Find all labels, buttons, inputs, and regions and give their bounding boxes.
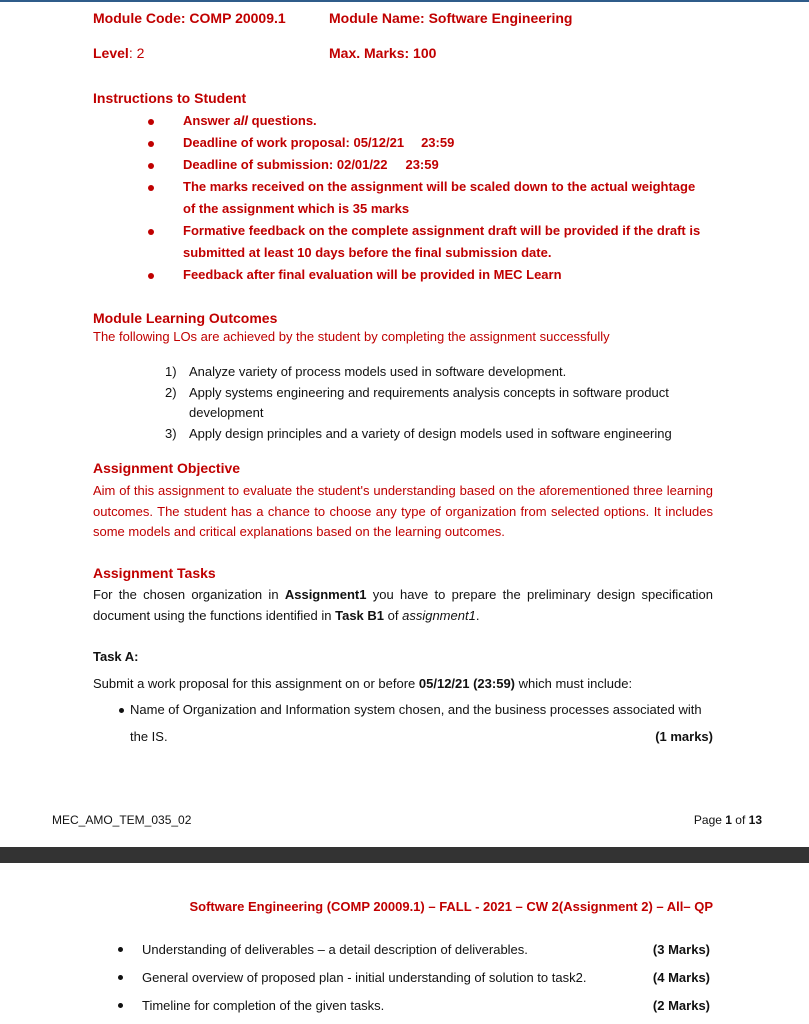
bullet-icon bbox=[118, 947, 123, 952]
page2-item-text: General overview of proposed plan - initial understanding of solution to task2. bbox=[142, 970, 587, 985]
footer-doc-code: MEC_AMO_TEM_035_02 bbox=[52, 813, 192, 827]
page2-item-marks: (4 Marks) bbox=[652, 970, 710, 985]
max-marks: Max. Marks: 100 bbox=[329, 45, 437, 61]
page-top-rule bbox=[0, 0, 809, 2]
bullet-icon bbox=[148, 229, 154, 235]
page2-item-marks: (3 Marks) bbox=[652, 942, 710, 957]
bullet-icon bbox=[148, 163, 154, 169]
outcome-number: 2) bbox=[165, 385, 177, 400]
tasks-paragraph: For the chosen organization in Assignment1 you have to prepare the preliminary design specification document using the functions identified in Task B1 of assignment1. bbox=[93, 587, 714, 623]
page2-item-text: Timeline for completion of the given tasks. bbox=[142, 998, 385, 1013]
instruction-answer: Answer all questions. bbox=[183, 113, 317, 128]
outcome-text-continued: development bbox=[189, 405, 264, 420]
outcomes-intro: The following LOs are achieved by the student by completing the assignment successfully bbox=[93, 329, 610, 344]
bullet-icon bbox=[148, 273, 154, 279]
task-a-submit: Submit a work proposal for this assignment on or before 05/12/21 (23:59) which must include: bbox=[93, 676, 633, 691]
instruction-feedback-line2: submitted at least 10 days before the final submission date. bbox=[183, 245, 552, 260]
page2-header-title: Software Engineering (COMP 20009.1) – FALL - 2021 – CW 2(Assignment 2) – All– QP bbox=[189, 899, 713, 914]
page2-item-text: Understanding of deliverables – a detail description of deliverables. bbox=[142, 942, 528, 957]
bullet-icon bbox=[148, 141, 154, 147]
instruction-deadline-proposal: Deadline of work proposal: 05/12/21 23:59 bbox=[183, 135, 455, 150]
task-a-bullet-line1: Name of Organization and Information system chosen, and the business processes associated with bbox=[130, 702, 702, 717]
instructions-title: Instructions to Student bbox=[93, 90, 247, 106]
bullet-icon bbox=[118, 975, 123, 980]
task-a-label: Task A: bbox=[93, 649, 139, 664]
bullet-icon bbox=[119, 708, 124, 713]
objective-title: Assignment Objective bbox=[93, 460, 241, 476]
page-separator bbox=[0, 847, 809, 863]
instruction-feedback-line1: Formative feedback on the complete assignment draft will be provided if the draft is bbox=[183, 223, 701, 238]
instruction-final-feedback: Feedback after final evaluation will be provided in MEC Learn bbox=[183, 267, 562, 282]
tasks-title: Assignment Tasks bbox=[93, 565, 216, 581]
instruction-marks-line1: The marks received on the assignment will be scaled down to the actual weightage bbox=[183, 179, 696, 194]
outcome-number: 1) bbox=[165, 364, 177, 379]
objective-text: Aim of this assignment to evaluate the student's understanding based on the aforementioned three learning outcomes. The student has a chance to choose any type of organization from selected options. It includes some models and critical explanations based on the learning outcomes. bbox=[93, 483, 713, 539]
bullet-icon bbox=[118, 1003, 123, 1008]
footer-page-number: Page 1 of 13 bbox=[693, 813, 762, 827]
outcome-number: 3) bbox=[165, 426, 177, 441]
level-value: : 2 bbox=[128, 45, 145, 61]
bullet-icon bbox=[148, 119, 154, 125]
level-label: Level bbox=[93, 45, 129, 61]
outcomes-title: Module Learning Outcomes bbox=[93, 310, 278, 326]
outcome-text: Apply design principles and a variety of design models used in software engineering bbox=[189, 426, 672, 441]
instruction-marks-line2: of the assignment which is 35 marks bbox=[183, 201, 410, 216]
outcome-text: Analyze variety of process models used in software development. bbox=[189, 364, 567, 379]
outcome-text: Apply systems engineering and requirements analysis concepts in software product bbox=[189, 385, 669, 400]
module-name: Module Name: Software Engineering bbox=[329, 10, 573, 26]
module-level bbox=[93, 45, 144, 61]
task-a-bullet-line2: the IS. bbox=[130, 729, 168, 744]
task-a-bullet-marks: (1 marks) bbox=[655, 729, 713, 744]
page2-item-marks: (2 Marks) bbox=[652, 998, 710, 1013]
bullet-icon bbox=[148, 185, 154, 191]
module-code: Module Code: COMP 20009.1 bbox=[93, 10, 286, 26]
instruction-deadline-submission: Deadline of submission: 02/01/22 23:59 bbox=[183, 157, 439, 172]
